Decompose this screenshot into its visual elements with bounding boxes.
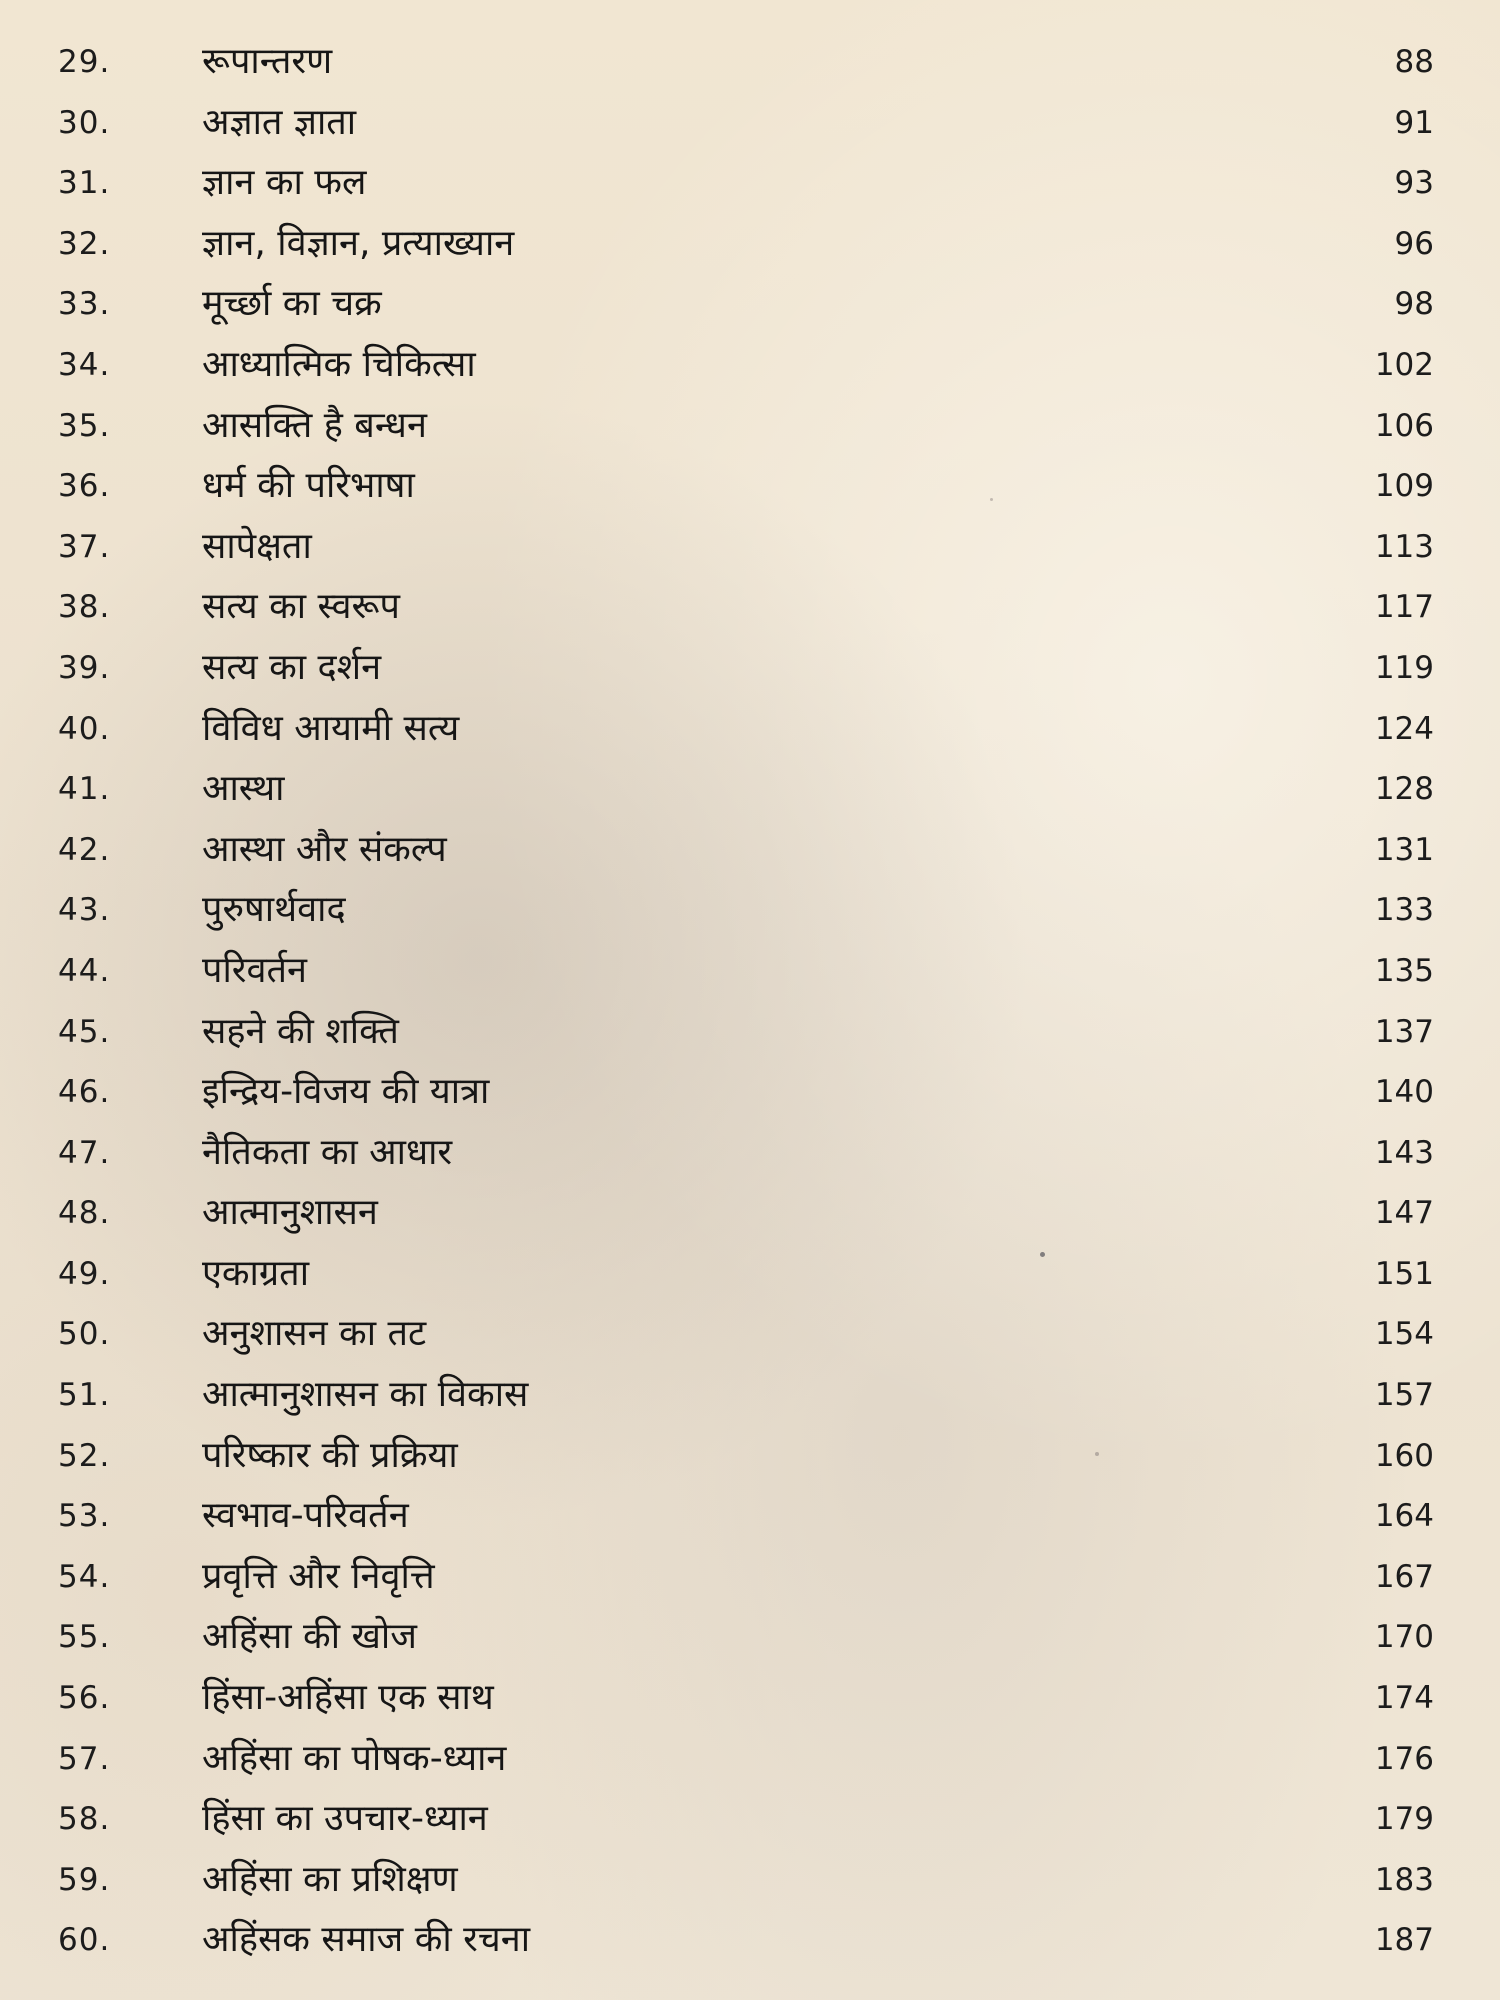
entry-number: 29. [58,44,111,80]
entry-page-number: 93 [1394,165,1434,202]
entry-title: सापेक्षता [202,525,312,567]
toc-entry [0,32,1500,93]
entry-page-number: 183 [1374,1861,1434,1898]
entry-title: अनुशासन का तट [202,1313,427,1355]
entry-page-number: 133 [1374,892,1434,929]
toc-entry [0,1426,1500,1487]
entry-page-number: 170 [1374,1619,1434,1656]
toc-entry [0,638,1500,699]
toc-entry [0,1365,1500,1426]
paper-speck [990,498,993,501]
entry-title: आत्मानुशासन [202,1192,378,1234]
entry-number: 54. [58,1558,111,1595]
entry-page-number: 160 [1374,1437,1434,1474]
toc-entry [0,1123,1500,1184]
entry-number: 36. [58,468,111,505]
entry-number: 43. [58,892,111,929]
toc-entry [0,396,1500,457]
entry-number: 38. [58,589,111,626]
toc-entry [0,1607,1500,1668]
entry-title: सहने की शक्ति [202,1010,399,1052]
entry-page-number: 137 [1374,1013,1434,1050]
entry-page-number: 167 [1374,1558,1434,1595]
entry-title: स्वभाव-परिवर्तन [202,1495,409,1537]
toc-entry [0,1244,1500,1305]
entry-number: 58. [58,1801,111,1838]
entry-page-number: 174 [1374,1680,1434,1717]
entry-page-number: 187 [1374,1922,1434,1959]
entry-title: अज्ञात ज्ञाता [202,101,357,143]
entry-number: 59. [58,1861,111,1898]
entry-title: नैतिकता का आधार [202,1131,453,1173]
entry-page-number: 91 [1394,104,1434,141]
entry-page-number: 117 [1374,589,1434,626]
entry-page-number: 135 [1374,952,1434,989]
entry-page-number: 151 [1374,1255,1434,1292]
toc-entry [0,1062,1500,1123]
entry-page-number: 102 [1374,346,1434,383]
entry-page-number: 128 [1374,771,1434,808]
toc-entry [0,335,1500,396]
paper-speck [1040,1252,1045,1257]
toc-entry [0,759,1500,820]
entry-number: 49. [58,1255,111,1292]
entry-title: मूर्च्छा का चक्र [202,283,382,325]
entry-number: 47. [58,1134,111,1171]
entry-page-number: 88 [1394,44,1434,80]
entry-title: इन्द्रिय-विजय की यात्रा [202,1071,490,1113]
table-of-contents [0,32,1500,1971]
entry-page-number: 124 [1374,710,1434,747]
entry-page-number: 154 [1374,1316,1434,1353]
toc-entry [0,214,1500,275]
entry-page-number: 157 [1374,1377,1434,1414]
toc-entry [0,1486,1500,1547]
entry-title: ज्ञान का फल [202,162,367,204]
entry-title: आत्मानुशासन का विकास [202,1374,529,1416]
entry-number: 34. [58,346,111,383]
entry-title: आस्था [202,768,285,810]
toc-entry [0,1547,1500,1608]
entry-number: 56. [58,1680,111,1717]
entry-title: पुरुषार्थवाद [202,889,346,931]
entry-number: 33. [58,286,111,323]
entry-page-number: 119 [1374,649,1434,686]
toc-entry [0,577,1500,638]
entry-title: सत्य का दर्शन [202,646,382,688]
entry-number: 32. [58,225,111,262]
entry-title: आस्था और संकल्प [202,828,447,870]
entry-number: 51. [58,1377,111,1414]
entry-title: धर्म की परिभाषा [202,465,415,507]
entry-page-number: 109 [1374,468,1434,505]
toc-entry [0,699,1500,760]
toc-entry [0,153,1500,214]
entry-title: विविध आयामी सत्य [202,707,460,749]
entry-number: 48. [58,1195,111,1232]
entry-title: अहिंसक समाज की रचना [202,1919,531,1961]
entry-number: 41. [58,771,111,808]
toc-entry [0,1002,1500,1063]
toc-entry [0,1668,1500,1729]
toc-entry [0,1850,1500,1911]
entry-page-number: 140 [1374,1074,1434,1111]
toc-entry [0,1729,1500,1790]
entry-page-number: 98 [1394,286,1434,323]
toc-entry [0,1304,1500,1365]
paper-speck [1095,1452,1099,1456]
entry-number: 50. [58,1316,111,1353]
entry-title: सत्य का स्वरूप [202,586,400,628]
entry-page-number: 164 [1374,1498,1434,1535]
entry-number: 46. [58,1074,111,1111]
entry-number: 52. [58,1437,111,1474]
entry-number: 55. [58,1619,111,1656]
entry-page-number: 147 [1374,1195,1434,1232]
entry-title: प्रवृत्ति और निवृत्ति [202,1555,435,1597]
entry-page-number: 143 [1374,1134,1434,1171]
toc-entry [0,1789,1500,1850]
entry-number: 42. [58,831,111,868]
entry-number: 40. [58,710,111,747]
toc-entry [0,274,1500,335]
entry-number: 39. [58,649,111,686]
entry-number: 57. [58,1740,111,1777]
toc-entry [0,820,1500,881]
entry-number: 45. [58,1013,111,1050]
entry-title: हिंसा-अहिंसा एक साथ [202,1677,494,1719]
entry-number: 53. [58,1498,111,1535]
entry-page-number: 106 [1374,407,1434,444]
entry-title: आध्यात्मिक चिकित्सा [202,343,476,385]
entry-title: हिंसा का उपचार-ध्यान [202,1798,488,1840]
toc-entry [0,93,1500,154]
entry-number: 60. [58,1922,111,1959]
entry-title: अहिंसा की खोज [202,1616,417,1658]
entry-number: 44. [58,952,111,989]
entry-title: अहिंसा का पोषक-ध्यान [202,1737,507,1779]
entry-title: परिवर्तन [202,949,308,991]
entry-number: 30. [58,104,111,141]
entry-title: आसक्ति है बन्धन [202,404,427,446]
entry-page-number: 131 [1374,831,1434,868]
entry-number: 31. [58,165,111,202]
entry-page-number: 179 [1374,1801,1434,1838]
entry-title: रूपान्तरण [202,41,333,82]
entry-title: अहिंसा का प्रशिक्षण [202,1858,458,1900]
entry-number: 37. [58,528,111,565]
entry-number: 35. [58,407,111,444]
toc-entry [0,1910,1500,1971]
entry-title: एकाग्रता [202,1252,310,1294]
toc-entry [0,517,1500,578]
entry-title: परिष्कार की प्रक्रिया [202,1434,458,1476]
toc-entry [0,880,1500,941]
entry-page-number: 113 [1374,528,1434,565]
entry-title: ज्ञान, विज्ञान, प्रत्याख्यान [202,222,515,264]
entry-page-number: 96 [1394,225,1434,262]
toc-entry [0,456,1500,517]
toc-entry [0,1183,1500,1244]
toc-entry [0,941,1500,1002]
entry-page-number: 176 [1374,1740,1434,1777]
